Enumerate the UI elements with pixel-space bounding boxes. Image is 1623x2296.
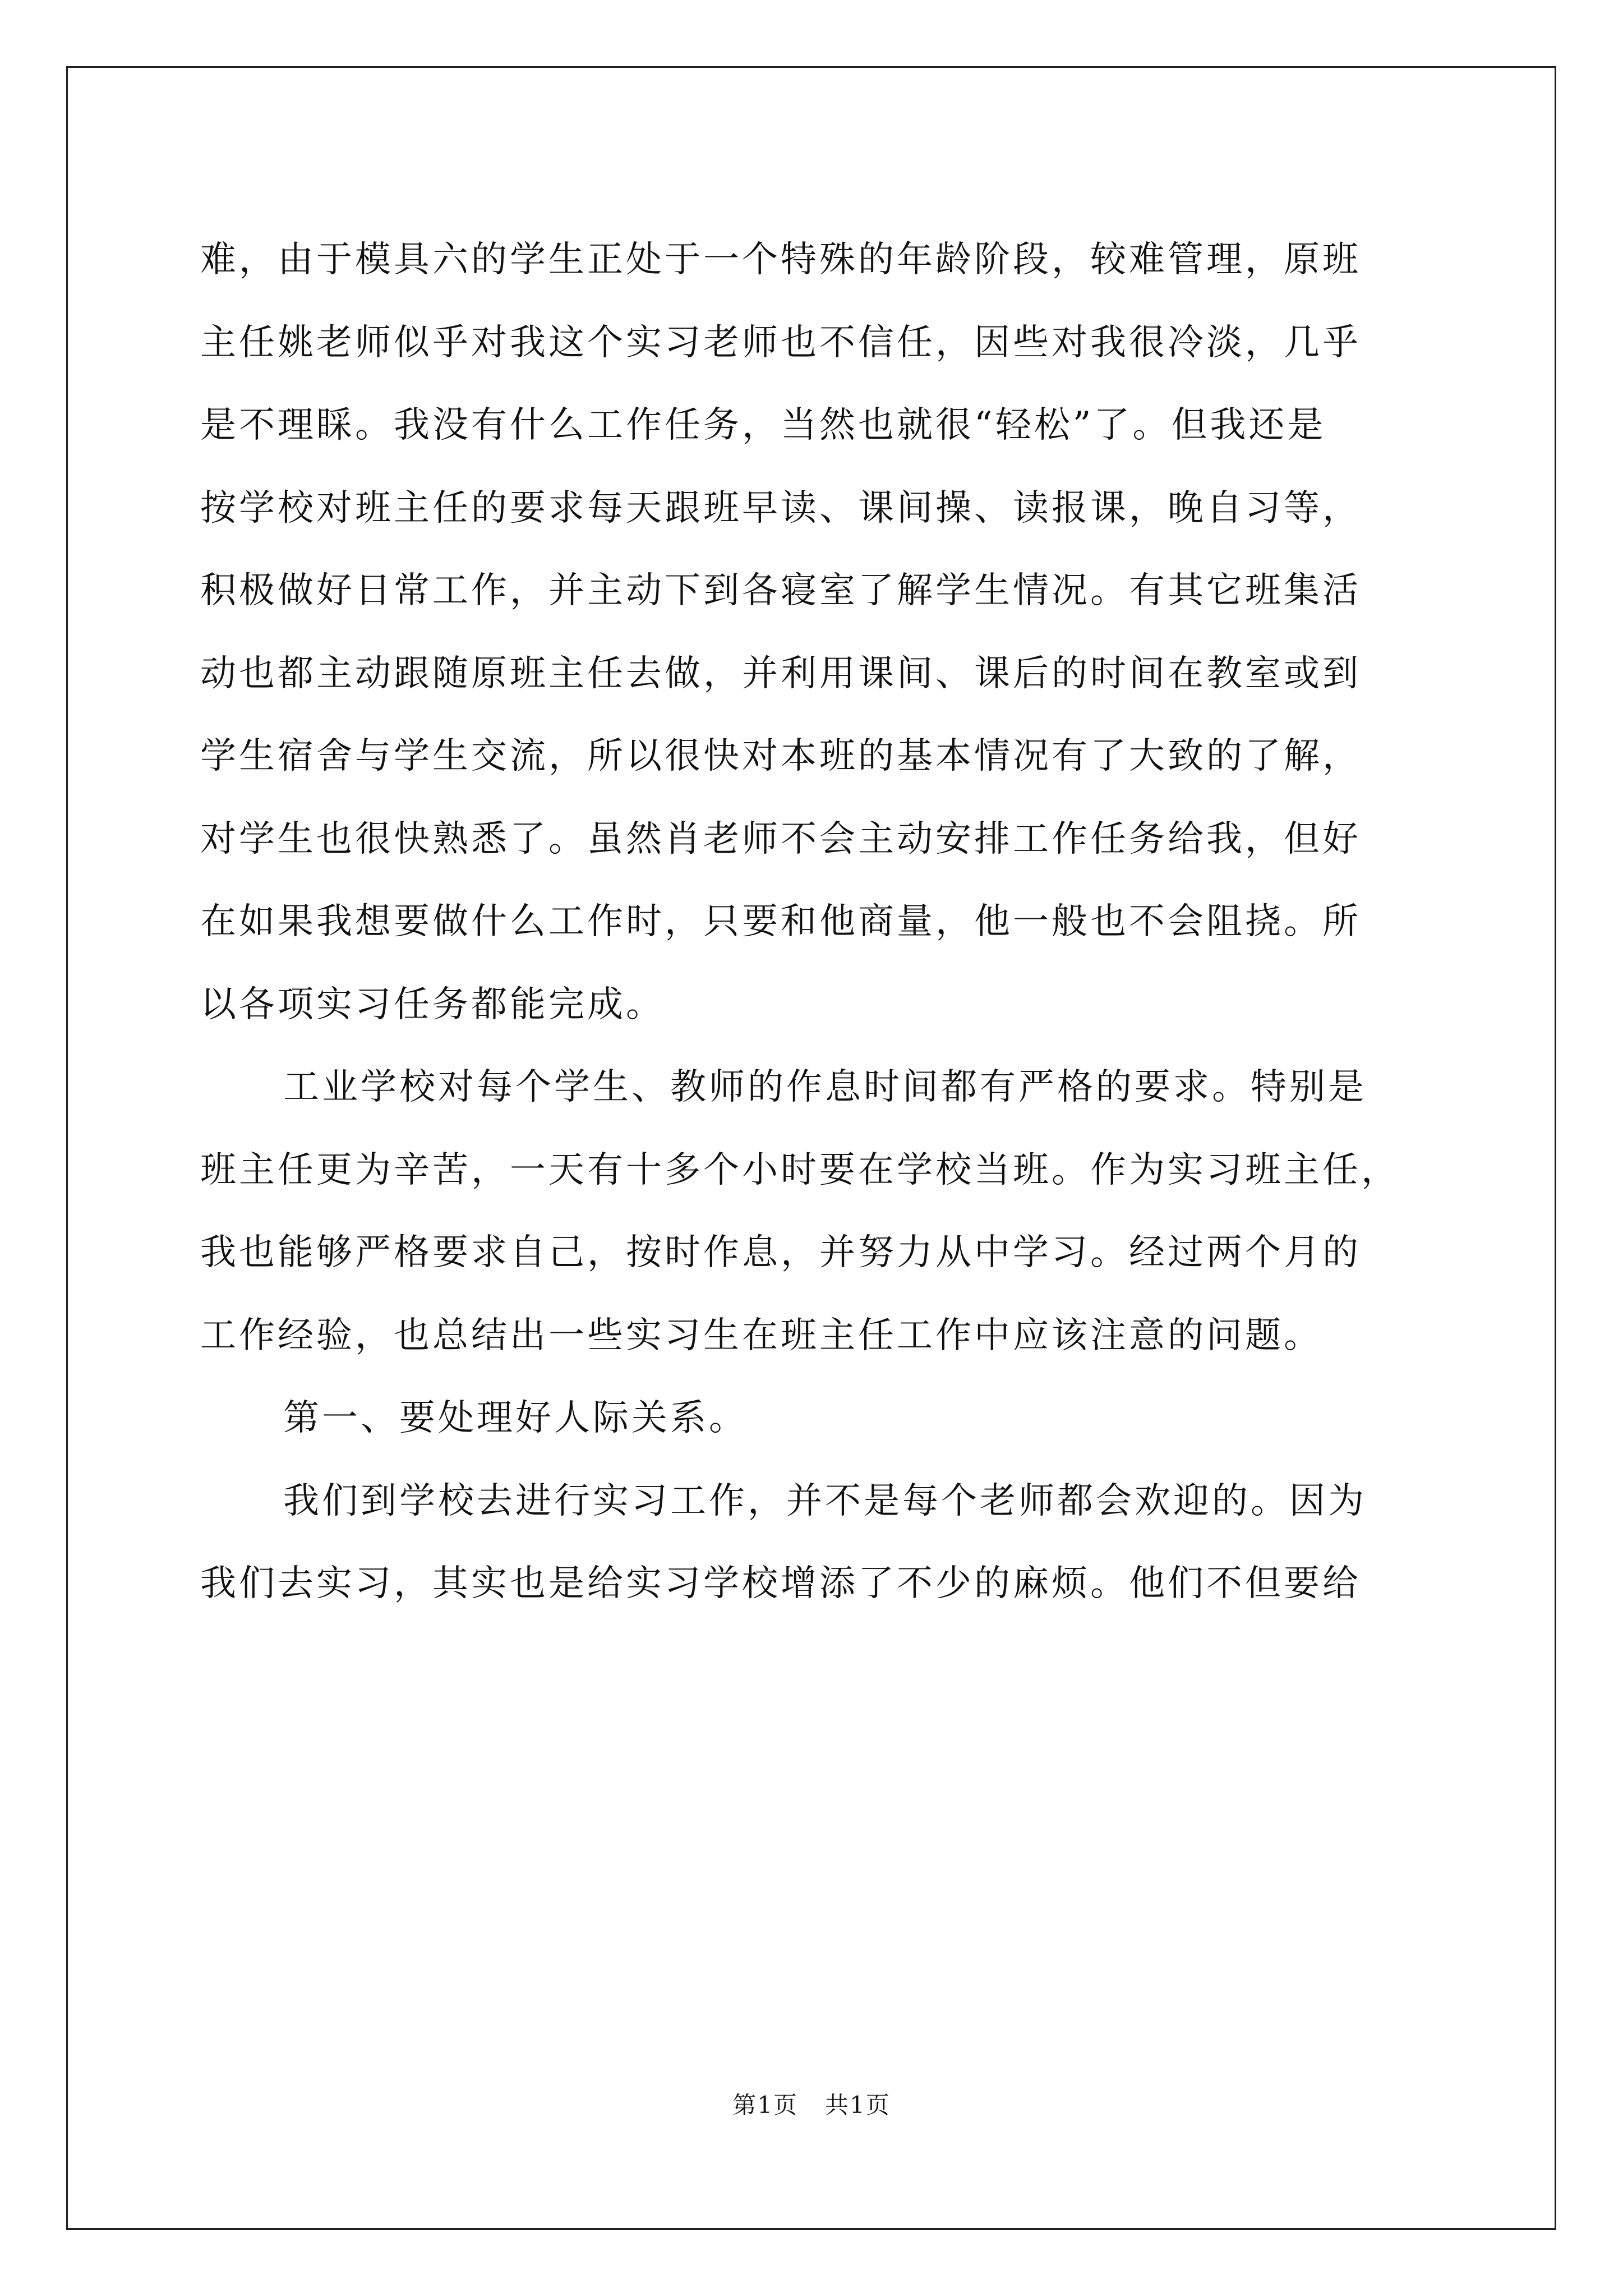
page-footer (0, 2087, 1623, 2120)
text-line: 难，由于模具六的学生正处于一个特殊的年龄阶段，较难管理，原班 (200, 239, 1361, 280)
text-line: 工业学校对每个学生、教师的作息时间都有严格的要求。特别是 (283, 1066, 1367, 1108)
text-line: 对学生也很快熟悉了。虽然肖老师不会主动安排工作任务给我，但好 (200, 818, 1361, 860)
text-line: 我们去实习，其实也是给实习学校增添了不少的麻烦。他们不但要给 (200, 1563, 1361, 1604)
document-body (200, 219, 1434, 1626)
text-line: 工作经验，也总结出一些实习生在班主任工作中应该注意的问题。 (200, 1314, 1322, 1356)
text-line: 第一、要处理好人际关系。 (283, 1397, 748, 1439)
text-line: 积极做好日常工作，并主动下到各寝室了解学生情况。有其它班集活 (200, 570, 1361, 611)
text-line: 以各项实习任务都能完成。 (200, 983, 665, 1025)
text-line: 主任姚老师似乎对我这个实习老师也不信任，因些对我很冷淡，几乎 (200, 321, 1361, 364)
page-number-total: 共1页 (825, 2091, 891, 2119)
text-line: 动也都主动跟随原班主任去做，并利用课间、课后的时间在教室或到 (200, 652, 1361, 694)
text-line: 我们到学校去进行实习工作，并不是每个老师都会欢迎的。因为 (283, 1480, 1367, 1522)
text-line: 我也能够严格要求自己，按时作息，并努力从中学习。经过两个月的 (200, 1232, 1361, 1273)
text-line: 按学校对班主任的要求每天跟班早读、课间操、读报课，晚自习等， (200, 487, 1361, 529)
text-line: 是不理睬。我没有什么工作任务，当然也就很“轻松”了。但我还是 (200, 404, 1326, 446)
text-line: 学生宿舍与学生交流，所以很快对本班的基本情况有了大致的了解， (200, 735, 1361, 777)
page-number-current: 第1页 (732, 2091, 798, 2119)
text-line: 班主任更为辛苦，一天有十多个小时要在学校当班。作为实习班主任， (200, 1149, 1400, 1191)
text-line: 在如果我想要做什么工作时，只要和他商量，他一般也不会阻挠。所 (200, 901, 1361, 942)
